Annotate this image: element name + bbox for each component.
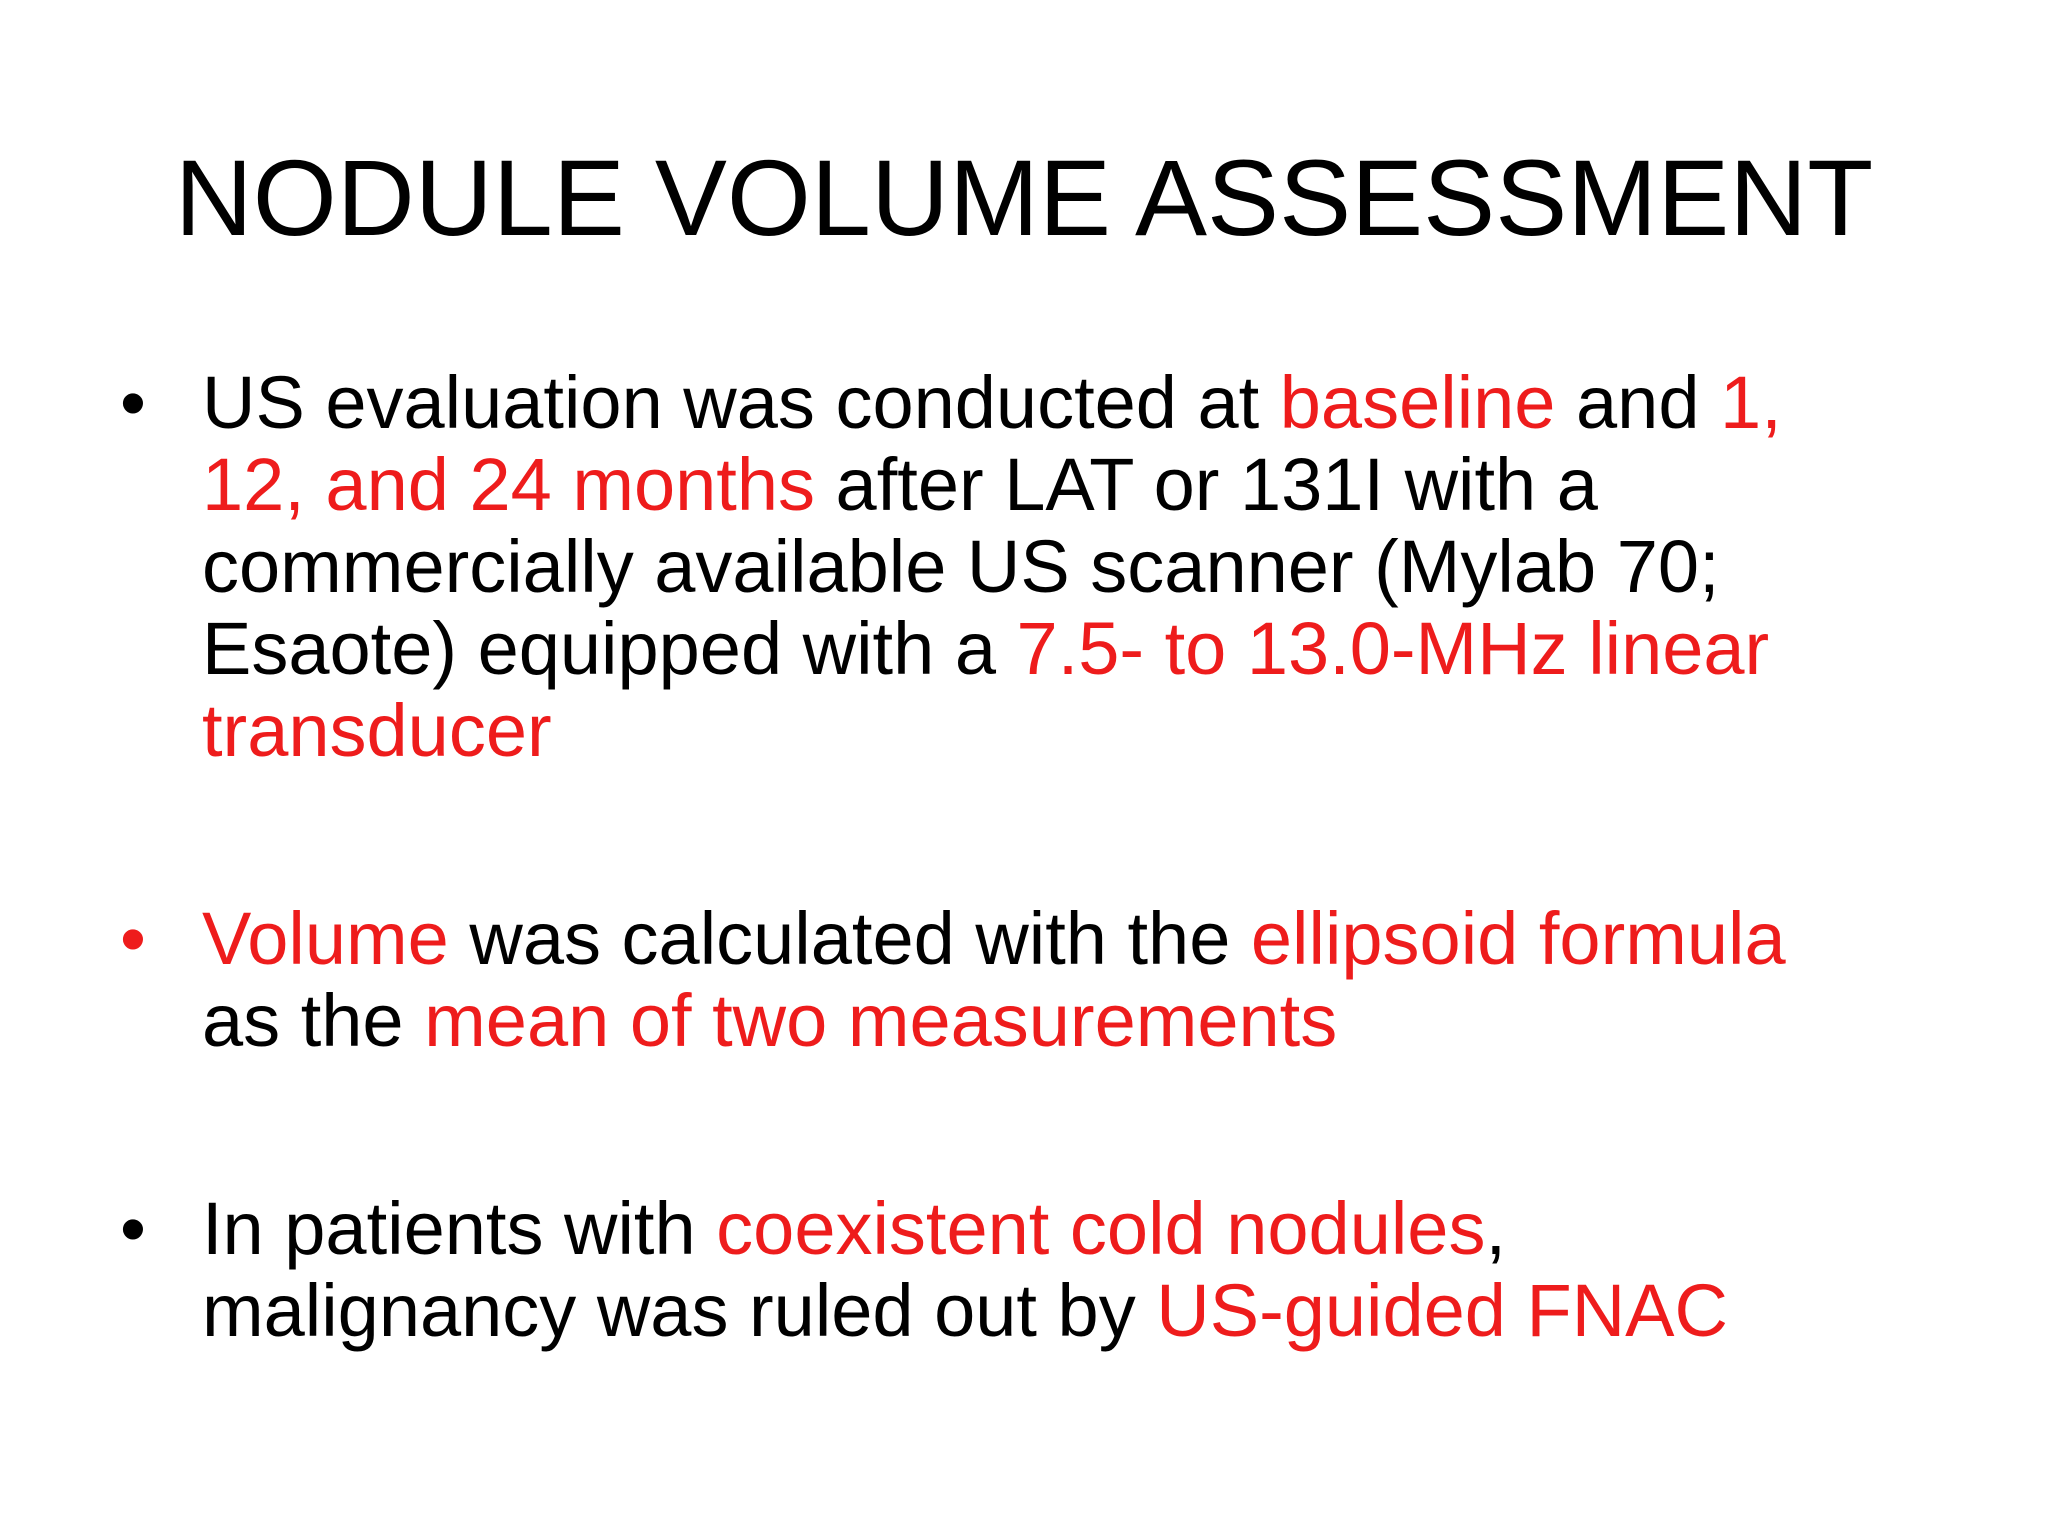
bullet-text-1 xyxy=(202,362,1922,772)
highlight-transducer: transducer xyxy=(202,689,552,772)
highlight-months: 12, and 24 months xyxy=(202,443,815,526)
highlight-mean: mean of two measurements xyxy=(424,979,1338,1062)
bullet-line xyxy=(202,608,1922,690)
bullet-line xyxy=(202,444,1922,526)
bullet-marker-1: • xyxy=(120,361,146,444)
bullet-line xyxy=(202,898,1922,980)
text-run: US evaluation was conducted at xyxy=(202,361,1280,444)
highlight-months-start: 1, xyxy=(1720,361,1782,444)
bullet-line xyxy=(202,1270,1922,1352)
bullet-line xyxy=(202,526,1922,608)
highlight-cold-nodules: coexistent cold nodules xyxy=(716,1187,1486,1270)
text-run: , xyxy=(1485,1187,1507,1270)
text-run: was calculated with the xyxy=(448,897,1251,980)
text-run: malignancy was ruled out by xyxy=(202,1269,1157,1352)
bullet-text-2 xyxy=(202,898,1922,1062)
highlight-ellipsoid: ellipsoid formula xyxy=(1250,897,1786,980)
text-run: and xyxy=(1555,361,1721,444)
bullet-line xyxy=(202,362,1922,444)
bullet-line xyxy=(202,980,1922,1062)
text-run: In patients with xyxy=(202,1187,717,1270)
bullet-text-3 xyxy=(202,1188,1922,1352)
text-run: as the xyxy=(202,979,425,1062)
bullet-line xyxy=(202,690,1922,772)
text-run: Esaote) equipped with a xyxy=(202,607,1017,690)
highlight-baseline: baseline xyxy=(1279,361,1556,444)
highlight-transducer-freq: 7.5- to 13.0-MHz linear xyxy=(1016,607,1770,690)
text-run: after LAT or 131I with a xyxy=(815,443,1598,526)
highlight-volume: Volume xyxy=(202,897,449,980)
slide-title: NODULE VOLUME ASSESSMENT xyxy=(174,137,1874,258)
bullet-marker-2: • xyxy=(120,897,146,980)
bullet-marker-3: • xyxy=(120,1187,146,1270)
highlight-fnac: US-guided FNAC xyxy=(1156,1269,1728,1352)
bullet-line xyxy=(202,1188,1922,1270)
text-run: commercially available US scanner (Mylab 70; xyxy=(202,525,1720,608)
